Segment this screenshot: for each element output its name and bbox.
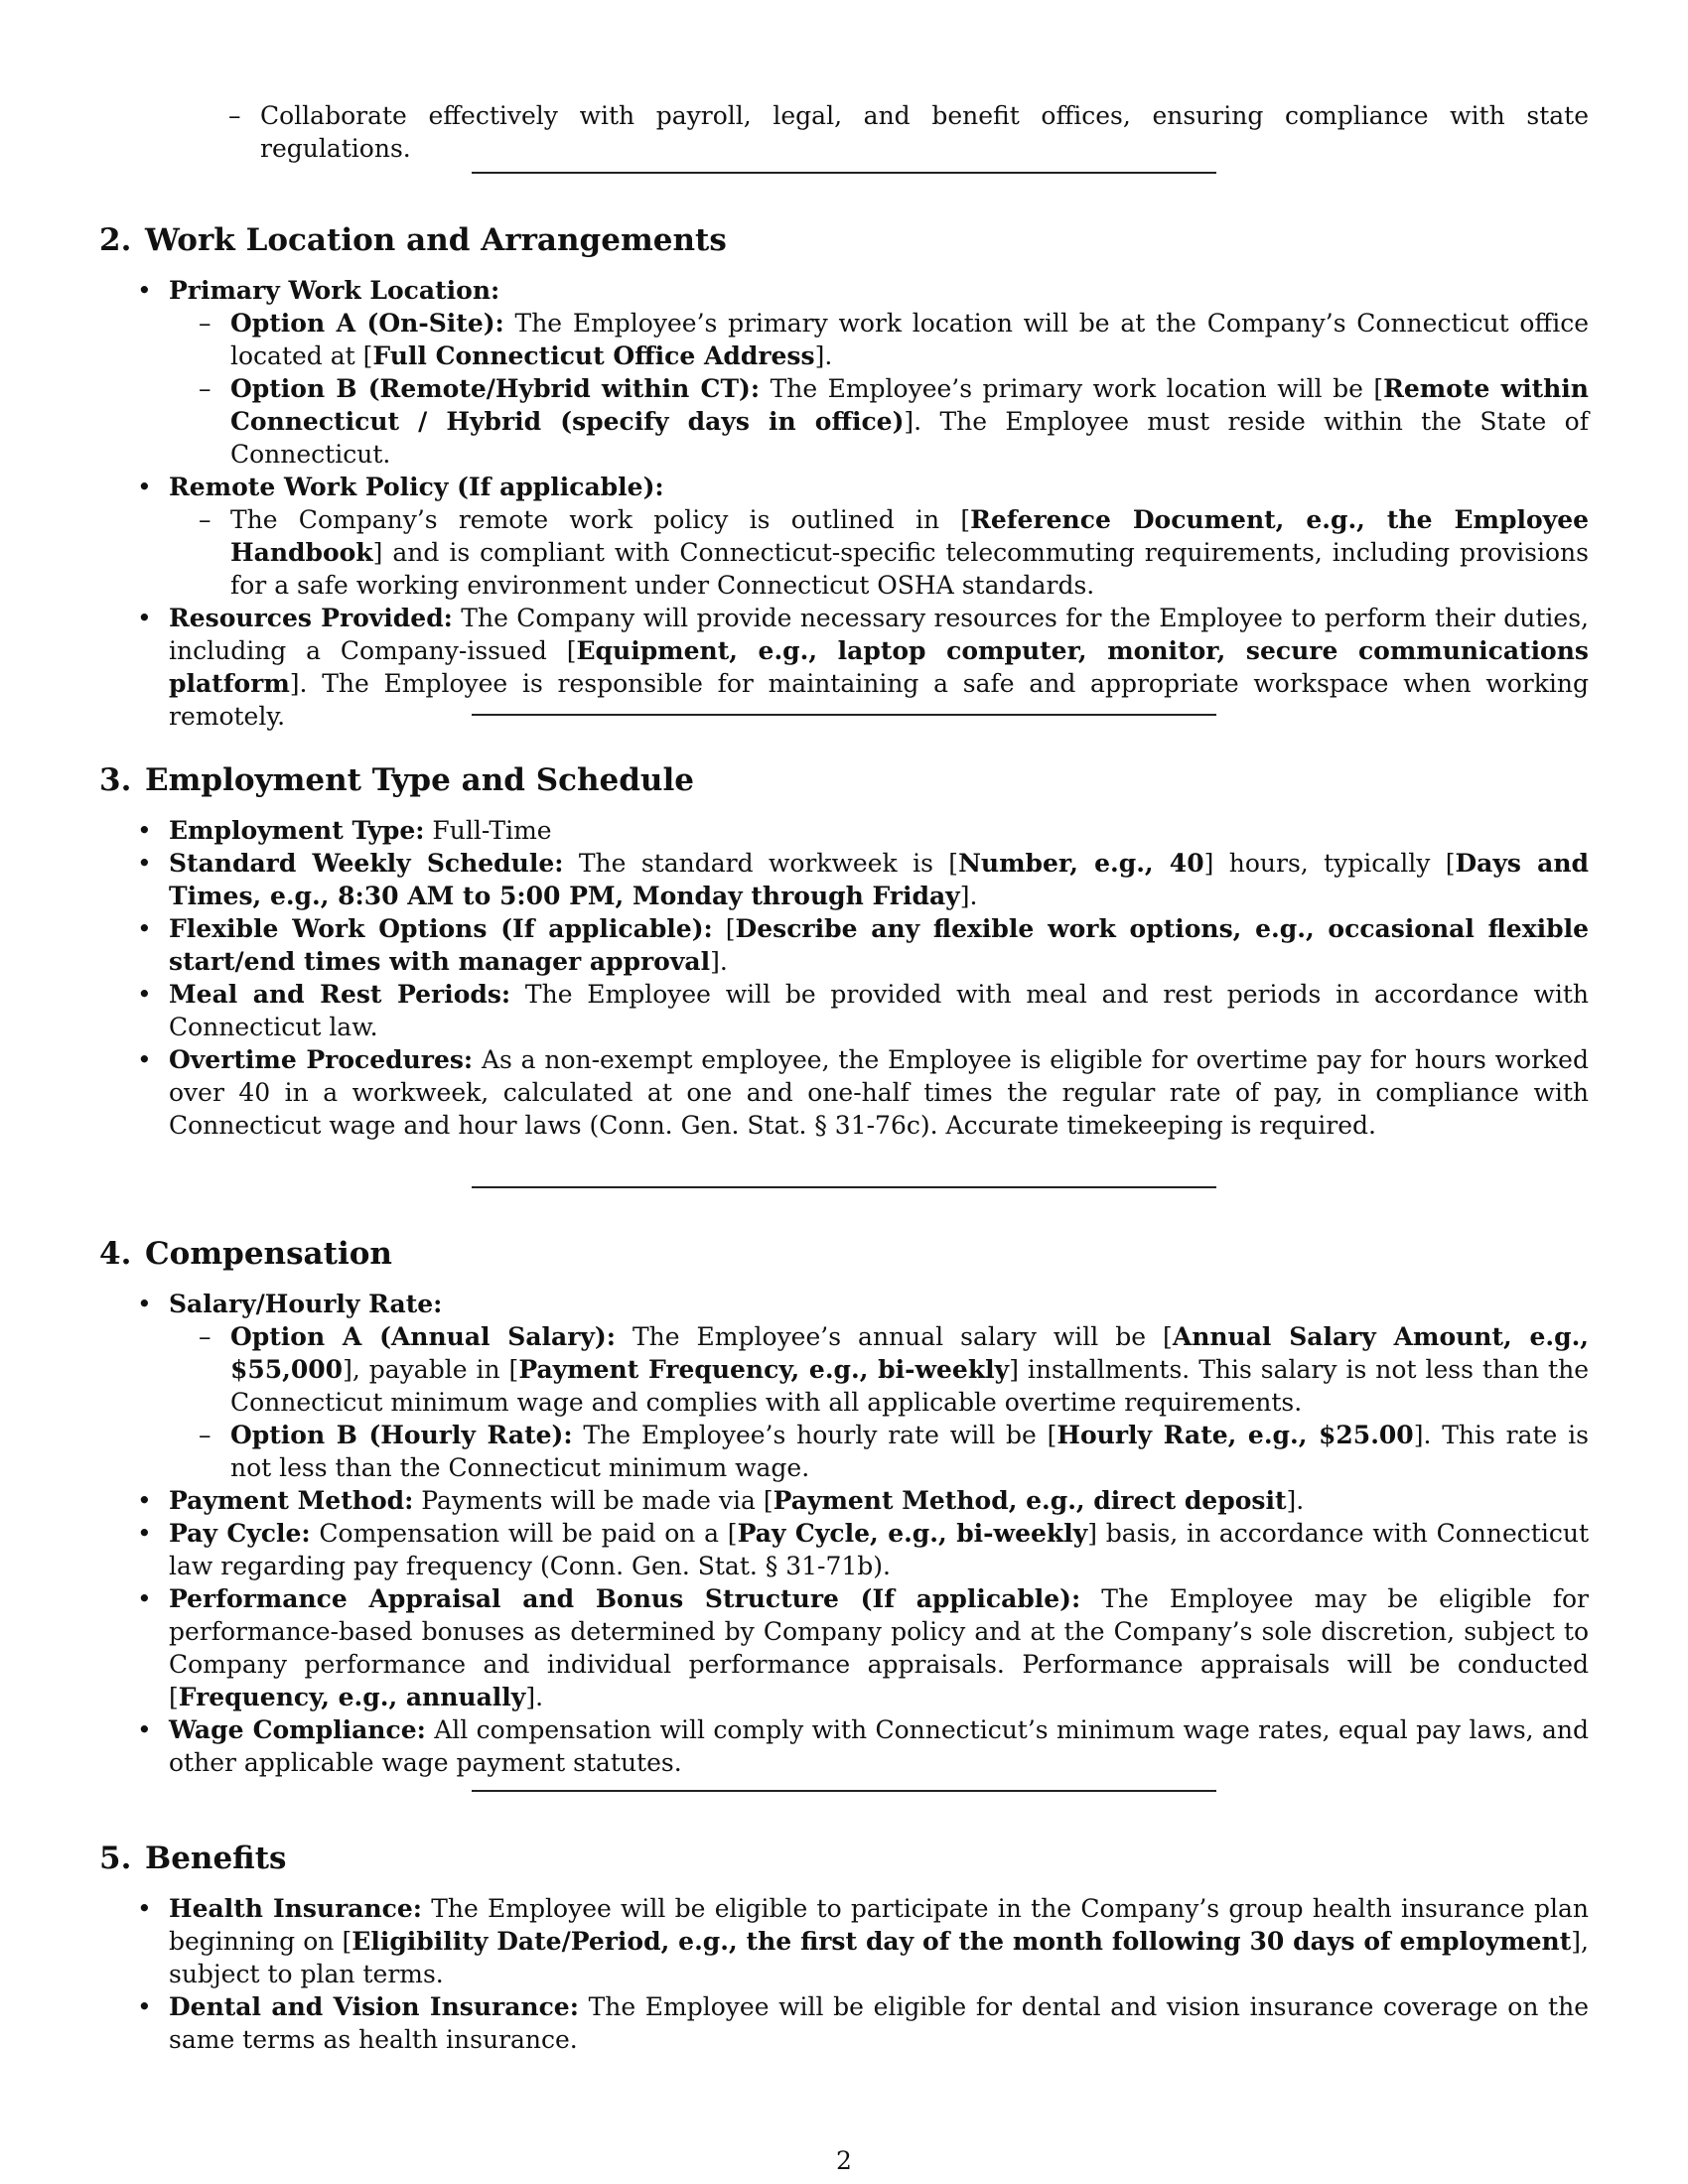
bullet-list (99, 814, 1589, 1142)
page-number: 2 (836, 2146, 852, 2175)
list-item: • Dental and Vision Insurance: The Employee will be eligible for dental and vision insurance coverage on the same terms as health insurance. (99, 1990, 1589, 2056)
section-work-location (99, 220, 1589, 733)
list-item: – Collaborate effectively with payroll, legal, and benefit offices, ensuring compliance with state regulations. (199, 99, 1589, 165)
list-item: – Option A (On-Site): The Employee’s primary work location will be at the Company’s Connecticut office located at [Full Connecticut Office Address]. (169, 307, 1589, 372)
bullet-list (99, 274, 1589, 733)
carryover-list (99, 99, 1589, 165)
bullet-list (99, 1288, 1589, 1779)
section-heading: 4. Compensation (99, 1236, 392, 1272)
section-heading: 2. Work Location and Arrangements (99, 222, 727, 258)
section-benefits (99, 1839, 1589, 2056)
list-item: – Option B (Hourly Rate): The Employee’s hourly rate will be [Hourly Rate, e.g., $25.00]. This rate is not less than the Connecticut minimum wage. (169, 1419, 1589, 1484)
list-item: • Resources Provided: The Company will provide necessary resources for the Employee to perform their duties, including a Company-issued [Equipment, e.g., laptop computer, monitor, secure communications platform]. The Employee is responsible for maintaining a safe and appropriate workspace when working remotely. (99, 602, 1589, 733)
list-item: • Pay Cycle: Compensation will be paid on a [Pay Cycle, e.g., bi-weekly] basis, in accordance with Connecticut law regarding pay frequency (Conn. Gen. Stat. § 31-71b). (99, 1517, 1589, 1582)
list-item: • Salary/Hourly Rate: – Option A (Annual Salary): The Employee’s annual salary will be [Annual Salary Amount, e.g., $55,000], payable in [Payment Frequency, e.g., bi-weekly] installments. This salary is not less than the Connecticut minimum wage and complies with all applicable overtime requirements. – Option B (Hourly Rate): The Employee’s hourly rate will be [Hourly Rate, e.g., $25.00]. This rate is not less than the Connecticut minimum wage. (99, 1288, 1589, 1484)
list-item: • Meal and Rest Periods: The Employee will be provided with meal and rest periods in accordance with Connecticut law. (99, 978, 1589, 1043)
bullet-list (99, 1892, 1589, 2056)
list-item: • Employment Type: Full-Time (99, 814, 1589, 847)
list-item: • Payment Method: Payments will be made via [Payment Method, e.g., direct deposit]. (99, 1484, 1589, 1517)
list-item: – Option B (Remote/Hybrid within CT): The Employee’s primary work location will be [Remote within Connecticut / Hybrid (specify days in office)]. The Employee must reside within the State of Connecticut. (169, 372, 1589, 471)
list-item: • Health Insurance: The Employee will be eligible to participate in the Company’s group health insurance plan beginning on [Eligibility Date/Period, e.g., the first day of the month following 30 days of employment], subject to plan terms. (99, 1892, 1589, 1990)
list-item: • Remote Work Policy (If applicable): – The Company’s remote work policy is outlined in [Reference Document, e.g., the Employee Handbook] and is compliant with Connecticut-specific telecommuting requirements, including provisions for a safe working environment under Connecticut OSHA standards. (99, 471, 1589, 602)
section-heading: 3. Employment Type and Schedule (99, 762, 694, 798)
list-item: – The Company’s remote work policy is outlined in [Reference Document, e.g., the Employee Handbook] and is compliant with Connecticut-specific telecommuting requirements, including provisions for a safe working environment under Connecticut OSHA standards. (169, 503, 1589, 602)
list-item: • Overtime Procedures: As a non-exempt employee, the Employee is eligible for overtime pay for hours worked over 40 in a workweek, calculated at one and one-half times the regular rate of pay, in compliance with Connecticut wage and hour laws (Conn. Gen. Stat. § 31-76c). Accurate timekeeping is required. (99, 1043, 1589, 1142)
list-item: • Primary Work Location: – Option A (On-Site): The Employee’s primary work location will be at the Company’s Connecticut office located at [Full Connecticut Office Address]. – Option B (Remote/Hybrid within CT): The Employee’s primary work location will be [Remote within Connecticut / Hybrid (specify days in office)]. The Employee must reside within the State of Connecticut. (99, 274, 1589, 471)
section-compensation (99, 1234, 1589, 1779)
list-item: • Standard Weekly Schedule: The standard workweek is [Number, e.g., 40] hours, typically [Days and Times, e.g., 8:30 AM to 5:00 PM, Monday through Friday]. (99, 847, 1589, 912)
section-divider (99, 714, 1589, 716)
section-heading: 5. Benefits (99, 1841, 287, 1876)
section-divider (99, 1186, 1589, 1188)
list-item: – Option A (Annual Salary): The Employee’s annual salary will be [Annual Salary Amount, e.g., $55,000], payable in [Payment Frequency, e.g., bi-weekly] installments. This salary is not less than the Connecticut minimum wage and complies with all applicable overtime requirements. (169, 1320, 1589, 1419)
list-item: • Flexible Work Options (If applicable): [Describe any flexible work options, e.g., occasional flexible start/end times with manager approval]. (99, 912, 1589, 978)
section-employment-type (99, 760, 1589, 1142)
section-divider (99, 1790, 1589, 1792)
section-divider (99, 172, 1589, 174)
list-item: • Performance Appraisal and Bonus Structure (If applicable): The Employee may be eligible for performance-based bonuses as determined by Company policy and at the Company’s sole discretion, subject to Company performance and individual performance appraisals. Performance appraisals will be conducted [Frequency, e.g., annually]. (99, 1582, 1589, 1713)
list-item: • Wage Compliance: All compensation will comply with Connecticut’s minimum wage rates, equal pay laws, and other applicable wage payment statutes. (99, 1713, 1589, 1779)
